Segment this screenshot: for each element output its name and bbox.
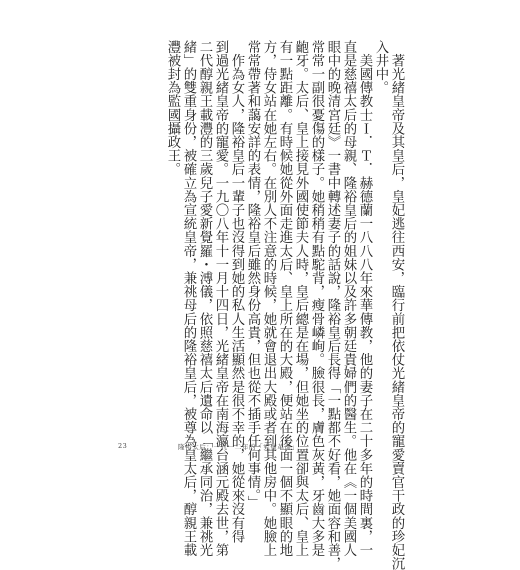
page-number: 23 — [118, 442, 128, 450]
text-column: 眼中的晚清宮廷》一書中轉述妻子的話說，隆裕皇后長得「一點都不好看，她面容和善， — [325, 40, 340, 570]
text-column: 著光緒皇帝及其皇后，皇妃逃往西安，臨行前把依仗光緒皇帝的寵愛賣官干政的珍妃沉 — [389, 53, 404, 570]
text-column: 灃被封為監國攝政王。 — [165, 40, 180, 176]
text-column: 緒」的雙重身份，被確立為宣統皇帝，兼祧母后的隆裕皇后，被尊為皇太后，醇親王載 — [181, 40, 196, 557]
text-column: 常常一副很憂傷的樣子。她稍稍有點駝背，瘦骨嶙峋。臉很長，膚色灰黃，牙齒大多是 — [309, 40, 324, 557]
page-footer — [118, 442, 408, 456]
running-head: 隆裕太后：一九一二年的「完璧革命」 — [178, 443, 299, 451]
text-column: 齙牙。太后、皇上接見外國使節夫人時，皇后總是在場，但她坐的位置卻與太后、皇上 — [293, 40, 308, 557]
text-column: 作為女人，隆裕皇后一輩子也沒得到她的私人生活顯然是很不幸的，她從來沒有得 — [229, 53, 244, 544]
text-column: 直是慈禧太后的母親、隆裕皇后的姐妹以及許多朝廷貴婦們的醫生。他在《一個美國人 — [341, 40, 356, 557]
text-column: 二代醇親王載灃的三歲兒子愛新覺羅・溥儀，依照慈禧太后遺命以「繼承同治，兼祧光 — [197, 40, 212, 557]
text-column: 有一點距離。有時候她從外面走進太后、皇上所在的大殿，便站在後面一個不顯眼的地 — [277, 40, 292, 557]
text-column: 美國傳教士Ｉ．Ｔ．赫德蘭一八八八年來華傳教，他的妻子在二十多年的時間裏，一 — [357, 53, 372, 557]
text-column: 入井中。 — [373, 40, 388, 95]
text-column: 方，侍女站在她左右。在別人不注意的時候，她就會退出大殿或者到其他房中。她臉上 — [261, 40, 276, 557]
text-column: 常常帶著和藹安詳的表情，隆裕皇后雖然身份高貴，但也從不插手任何事情。」 — [245, 40, 260, 510]
text-column: 到過光緒皇帝的寵愛。一九〇八年十一月十四日，光緒皇帝在南海瀛台涵元殿去世，第 — [213, 40, 228, 557]
